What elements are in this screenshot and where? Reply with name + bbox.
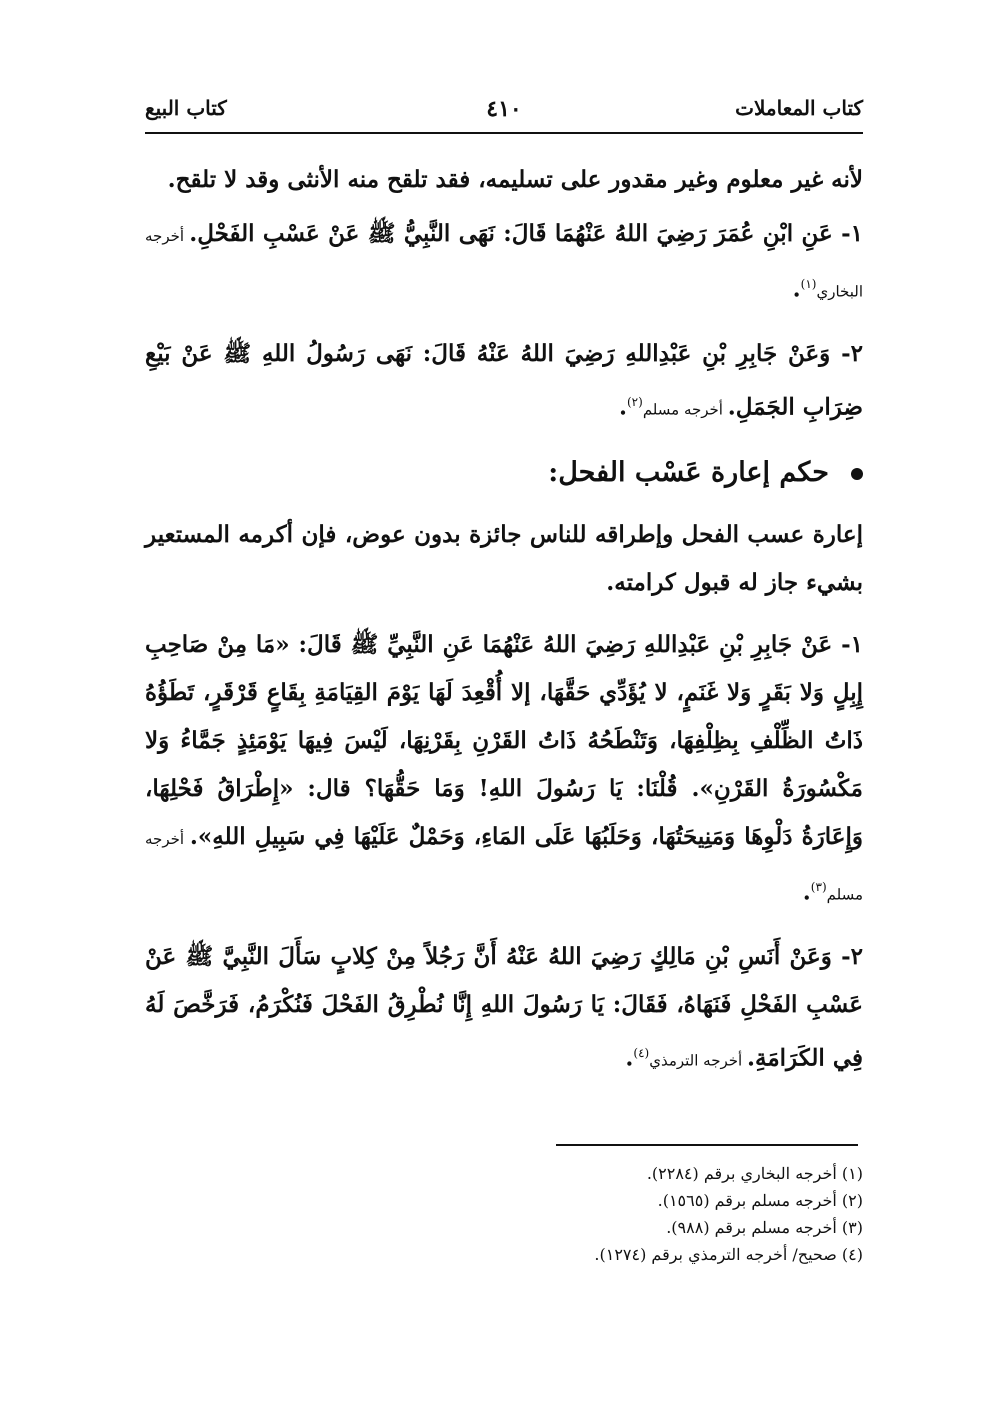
page-number: ٤١٠ [486,96,522,122]
hadith-end: . [618,393,627,421]
footnote-marker[interactable]: (٣) [810,880,827,895]
hadith-source: أخرجه الترمذي [649,1051,747,1070]
section-heading [145,447,863,499]
hadith-item [145,933,863,1085]
hadith-number: ١- [832,631,863,659]
running-header [145,96,863,130]
footnote-item: (١) أخرجه البخاري برقم (٢٢٨٤). [646,1164,863,1183]
hadith-text: عَنْ جَابِرِ بْنِ عَبْدِاللهِ رَضِيَ اللهُ عَنْهُمَا عَنِ النَّبِيِّ ﷺ قَالَ: «مَا مِنْ صَاحِبِ إِبِلٍ وَلا بَقَرٍ وَلا غَنَمٍ، لا يُؤَدِّي حَقَّهَا، إلا أُقْعِدَ لَهَا يَوْمَ القِيَامَةِ بِقَاعٍ قَرْقَرٍ، تَطَؤُهُ ذَاتُ الظِّلْفِ بِظِلْفِهَا، وَتَنْطَحُهُ ذَاتُ القَرْنِ بِقَرْنِهَا، لَيْسَ فِيهَا يَوْمَئِذٍ جَمَّاءُ وَلا مَكْسُورَةُ القَرْنِ». قُلْنَا: يَا رَسُولَ اللهِ! وَمَا حَقُّهَا؟ قال: «إِطْرَاقُ فَحْلِهَا، وَإِعَارَةُ دَلْوِهَا وَمَنِيحَتُهَا، وَحَلَبُهَا عَلَى المَاءِ، وَحَمْلٌ عَلَيْهَا فِي سَبِيلِ اللهِ». [145,631,863,851]
footnote-item: (٣) أخرجه مسلم برقم (٩٨٨). [666,1218,863,1237]
hadith-item [145,330,863,434]
footnote-divider [556,1144,858,1146]
hadith-source: أخرجه البخاري [145,227,863,301]
hadith-number: ١- [832,220,863,247]
footnote-marker[interactable]: (٢) [626,394,643,409]
hadith-number: ٢- [830,339,863,367]
footnote-marker[interactable]: (٤) [633,1045,650,1060]
section-heading-text: حكم إعارة عَسْب الفحل: [548,457,829,489]
hadith-text: وَعَنْ أَنَسِ بْنِ مَالِكٍ رَضِيَ اللهُ عَنْهُ أَنَّ رَجُلاً مِنْ كِلابٍ سَأَلَ النَّبِيَّ ﷺ عَنْ عَسْبِ الفَحْلِ فَنَهَاهُ، فَقَالَ: يَا رَسُولَ اللهِ إِنَّا نُطْرِقُ الفَحْلَ فَنُكْرَمُ، فَرَخَّصَ لَهُ فِي الكَرَامَةِ. [145,942,863,1072]
header-divider [145,132,863,134]
intro-paragraph: لأنه غير معلوم وغير مقدور على تسليمه، فقد تلقح منه الأنثى وقد لا تلقح. [167,166,863,193]
hadith-end: . [625,1044,634,1072]
main-text [145,156,863,1099]
hadith-item [145,621,863,919]
hadith-end: . [792,275,801,303]
footnotes [145,1160,863,1268]
header-book-title: كتاب المعاملات [735,96,863,120]
hadith-text: وَعَنْ جَابِرِ بْنِ عَبْدِاللهِ رَضِيَ اللهُ عَنْهُ قَالَ: نَهَى رَسُولُ اللهِ ﷺ عَنْ بَيْعِ ضِرَابِ الجَمَلِ. [145,339,863,421]
hadith-item [145,210,863,316]
hadith-text: عَنِ ابْنِ عُمَرَ رَضِيَ اللهُ عَنْهُمَا قَالَ: نَهَى النَّبِيُّ ﷺ عَنْ عَسْبِ الفَحْلِ. [189,220,833,247]
hadith-number: ٢- [831,942,863,970]
footnote-item: (٢) أخرجه مسلم برقم (١٥٦٥). [657,1191,863,1210]
hadith-end: . [802,878,811,906]
hadith-source: أخرجه مسلم [642,400,728,419]
ruling-paragraph: إعارة عسب الفحل وإطراقه للناس جائزة بدون عوض، فإن أكرمه المستعير بشيء جاز له قبول كرامته. [145,521,863,597]
header-chapter-title: كتاب البيع [145,96,227,120]
footnote-marker[interactable]: (١) [800,277,817,291]
hadith-source: أخرجه مسلم [145,830,863,904]
bullet-icon [851,468,863,480]
footnote-item: (٤) صحيح/ أخرجه الترمذي برقم (١٢٧٤). [594,1245,863,1264]
